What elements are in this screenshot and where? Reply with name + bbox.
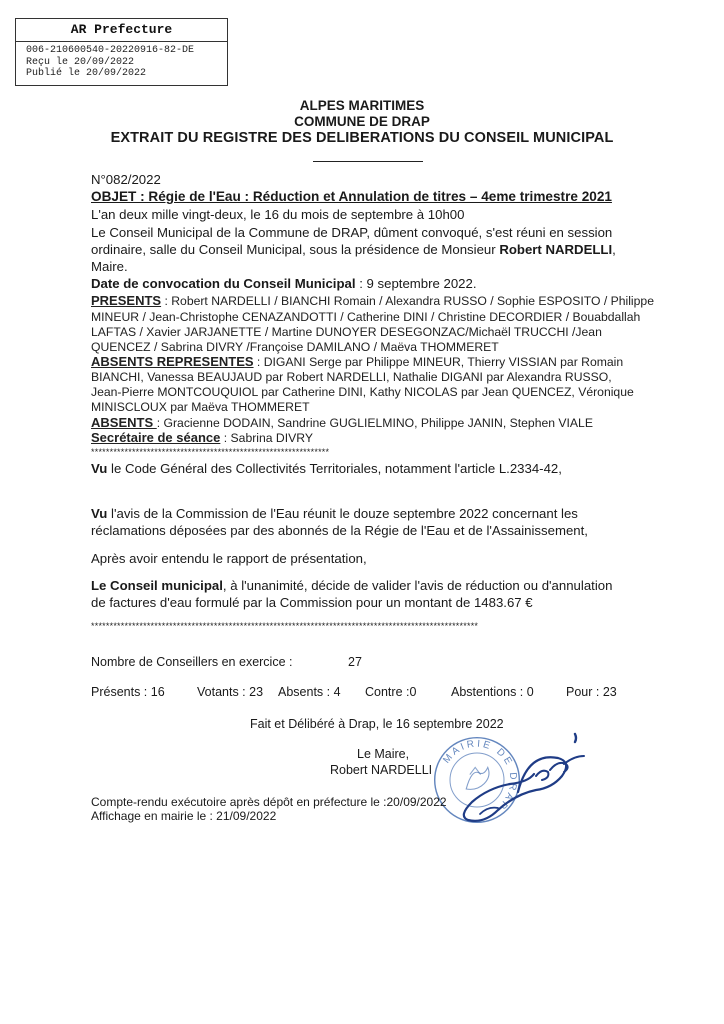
presents-names-1: : Robert NARDELLI / BIANCHI Romain / Alexandra RUSSO / Sophie ESPOSITO / Philippe (161, 294, 654, 308)
secretaire-name: : Sabrina DIVRY (220, 431, 313, 445)
count-abstentions: Abstentions : 0 (451, 685, 534, 699)
intro-line-2: Le Conseil Municipal de la Commune de DRAP, dûment convoqué, s'est réuni en session (91, 225, 613, 240)
separator-2: ******************************************************************************************************** (91, 622, 479, 631)
rapport-line: Après avoir entendu le rapport de présentation, (91, 551, 367, 566)
presents-label: PRESENTS (91, 293, 162, 308)
vu-label-1: Vu (91, 461, 108, 476)
absents-representes-line-2: BIANCHI, Vanessa BEAUJAUD par Robert NARDELLI, Nathalie DIGANI par Alexandra RUSSO, (91, 370, 612, 384)
header-divider (313, 161, 423, 162)
vu-commission-line-1 (91, 506, 578, 522)
stamp-title: AR Prefecture (16, 19, 227, 42)
absents-representes-line-4: MINISCLOUX par Maëva THOMMERET (91, 400, 310, 414)
presents-line-3: LAFTAS / Xavier JARJANETTE / Martine DUNOYER DESEGONZAC/Michaël TRUCCHI /Jean (91, 325, 602, 339)
vu-label-2: Vu (91, 506, 108, 521)
absents-representes-line-1 (91, 355, 623, 369)
intro-line-3-text: ordinaire, salle du Conseil Municipal, sous la présidence de Monsieur (91, 242, 500, 257)
intro-line-3-end: , (612, 242, 616, 257)
prefecture-stamp (15, 18, 228, 86)
stamp-published-date: Publié le 20/09/2022 (26, 68, 147, 79)
stamp-received-date: Reçu le 20/09/2022 (26, 56, 135, 68)
deliberation-subject: OBJET : Régie de l'Eau : Réduction et Annulation de titres – 4eme trimestre 2021 (91, 189, 612, 204)
signatory-name: Robert NARDELLI (330, 763, 433, 777)
meeting-date-line: L'an deux mille vingt-deux, le 16 du mois de septembre à 10h00 (91, 207, 465, 222)
vu-code-text: le Code Général des Collectivités Territoriales, notamment l'article L.2334-42, (107, 461, 562, 476)
convocation-line (91, 276, 477, 292)
stamp-reference: 006-210600540-20220916-82-DE (26, 45, 195, 56)
commune-title: COMMUNE DE DRAP (294, 114, 430, 129)
vu-commission-line-2: réclamations déposées par des abonnés de la Régie de l'Eau et de l'Assainissement, (91, 523, 588, 538)
secretaire-line (91, 431, 313, 445)
conseillers-count: 27 (348, 655, 362, 669)
secretaire-label: Secrétaire de séance (91, 430, 221, 445)
absents-label: ABSENTS (91, 415, 157, 430)
conseillers-label: Nombre de Conseillers en exercice : (91, 655, 293, 669)
executoire-line: Compte-rendu exécutoire après dépôt en préfecture le :20/09/2022 (91, 795, 447, 809)
separator-1: **************************************************************** (91, 448, 330, 457)
count-pour: Pour : 23 (566, 685, 617, 699)
decision-subject: Le Conseil municipal (91, 578, 223, 593)
absents-line (91, 416, 593, 430)
count-contre: Contre :0 (365, 685, 417, 699)
decision-line-2: de factures d'eau formulé par la Commission pour un montant de 1483.67 € (91, 595, 533, 610)
signatory-title: Le Maire, (357, 747, 410, 761)
document-header (0, 98, 724, 146)
presents-line-1 (91, 294, 654, 308)
mayor-name: Robert NARDELLI (499, 242, 613, 257)
deliberation-number: N°082/2022 (91, 172, 161, 187)
register-title: EXTRAIT DU REGISTRE DES DELIBERATIONS DU CONSEIL MUNICIPAL (110, 130, 614, 146)
fait-a-drap: Fait et Délibéré à Drap, le 16 septembre 2022 (250, 717, 504, 731)
convocation-label: Date de convocation du Conseil Municipal (91, 276, 356, 291)
count-votants: Votants : 23 (197, 685, 264, 699)
convocation-date: : 9 septembre 2022. (355, 276, 477, 291)
vu-code-line (91, 461, 562, 477)
count-presents: Présents : 16 (91, 685, 165, 699)
presents-line-2: MINEUR / Jean-Christophe CENAZANDOTTI / Catherine DINI / Christine DECORDIER / Bouabdallah (91, 310, 641, 324)
decision-text-1: , à l'unanimité, décide de valider l'avis de réduction ou d'annulation (222, 578, 613, 593)
presents-line-4: QUENCEZ / Sabrina DIVRY /Françoise DAMILANO / Maëva THOMMERET (91, 340, 499, 354)
decision-line-1 (91, 578, 612, 594)
absents-names: : Gracienne DODAIN, Sandrine GUGLIELMINO, Philippe JANIN, Stephen VIALE (156, 416, 593, 430)
count-absents: Absents : 4 (278, 685, 341, 699)
handwritten-signature (440, 730, 590, 830)
department-title: ALPES MARITIMES (299, 98, 425, 113)
absents-representes-label: ABSENTS REPRESENTES (91, 354, 254, 369)
vu-commission-text-1: l'avis de la Commission de l'Eau réunit le douze septembre 2022 concernant les (107, 506, 578, 521)
absents-representes-names-1: : DIGANI Serge par Philippe MINEUR, Thierry VISSIAN par Romain (253, 355, 624, 369)
affichage-line: Affichage en mairie le : 21/09/2022 (91, 809, 277, 823)
absents-representes-line-3: Jean-Pierre MONTCOUQUIOL par Catherine DINI, Kathy NICOLAS par Jean QUENCEZ, Véronique (91, 385, 634, 399)
intro-line-4: Maire. (91, 259, 128, 274)
intro-line-3 (91, 242, 616, 258)
seal-text: MAIRIE DE DRAP (441, 738, 519, 813)
